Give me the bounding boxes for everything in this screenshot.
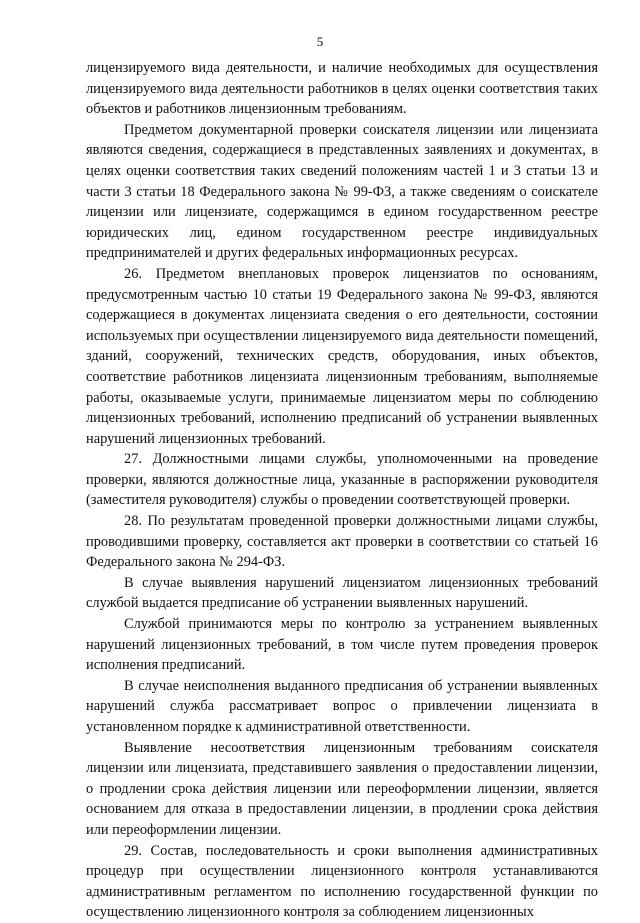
paragraph-29: 29. Состав, последовательность и сроки выполнения административных процедур при осуществлении лицензионного контроля устанавливаются административным регламентом по исполнению государственной функции по осуществлению лицензионного контроля за соблюдением лицензионных: [86, 842, 598, 921]
paragraph-refusal-grounds: Выявление несоответствия лицензионным требованиям соискателя лицензии или лицензиата, представившего заявления о предоставлении лицензии, о продлении срока действия лицензии или переоформлении лицензии, является основанием для отказа в предоставлении лицензии, в продлении срока действия или переоформлении лицензии.: [86, 739, 598, 838]
document-body: [86, 58, 598, 923]
page-number: 5: [316, 34, 324, 49]
paragraph-26: 26. Предметом внеплановых проверок лицензиатов по основаниям, предусмотренным частью 10 статьи 19 Федерального закона № 99-ФЗ, являются содержащиеся в документах лицензиата сведения о его деятельности, состоянии используемых при осуществлении лицензируемого вида деятельности помещений, зданий, сооружений, технических средств, оборудования, иных объектов, соответствие работников лицензиата лицензионным требованиям, выполняемые работы, оказываемые услуги, принимаемые лицензиатом меры по соблюдению лицензионных требований, исполнению предписаний об устранении выявленных нарушений лицензионных требований.: [86, 265, 598, 447]
paragraph-noncompliance: В случае неисполнения выданного предписания об устранении выявленных нарушений служба рассматривает вопрос о привлечении лицензиата в установленном порядке к административной ответственности.: [86, 677, 598, 735]
paragraph-continuation: лицензируемого вида деятельности, и наличие необходимых для осуществления лицензируемого вида деятельности работников в целях оценки соответствия таких объектов и работников лицензионным требованиям.: [86, 60, 598, 118]
paragraph-27: 27. Должностными лицами службы, уполномоченными на проведение проверки, являются должностные лица, указанные в распоряжении руководителя (заместителя руководителя) службы о проведении соответствующей проверки.: [86, 451, 598, 509]
paragraph-violations: В случае выявления нарушений лицензиатом лицензионных требований службой выдается предписание об устранении выявленных нарушений.: [86, 574, 598, 612]
paragraph-28: 28. По результатам проведенной проверки должностными лицами службы, проводившими проверку, составляется акт проверки в соответствии со статьей 16 Федерального закона № 294-ФЗ.: [86, 513, 598, 571]
paragraph-documentary-check: Предметом документарной проверки соискателя лицензии или лицензиата являются сведения, содержащиеся в представленных заявлениях и документах, в целях оценки соответствия таких сведений положениям частей 1 и 3 статьи 13 и части 3 статьи 18 Федерального закона № 99-ФЗ, а также сведениям о соискателе лицензии или лицензиате, содержащимся в едином государственном реестре юридических лиц, едином государственном реестре индивидуальных предпринимателей и других федеральных информационных ресурсах.: [86, 121, 598, 262]
paragraph-control-measures: Службой принимаются меры по контролю за устранением выявленных нарушений лицензионных требований, в том числе путем проведения проверок исполнения предписаний.: [86, 616, 598, 674]
